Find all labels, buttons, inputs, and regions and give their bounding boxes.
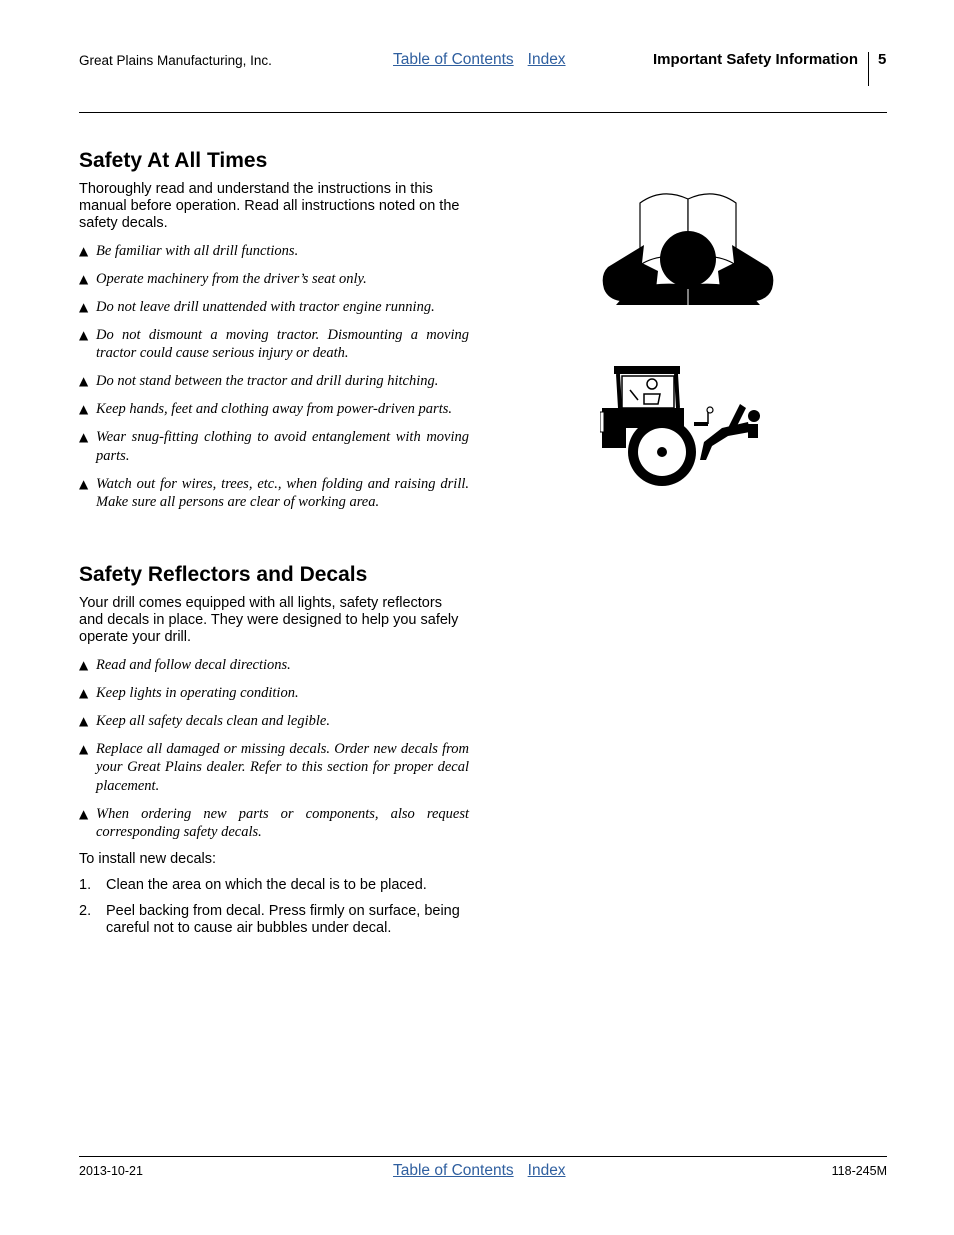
section-title: Important Safety Information (652, 51, 858, 68)
section-intro: Your drill comes equipped with all lights, safety reflectors and decals in place. They were designed to help you safely operate your drill. (79, 595, 459, 645)
section-heading: Safety At All Times (79, 149, 268, 172)
bullet-item: ▲ Watch out for wires, trees, etc., when folding and raising drill. Make sure all persons are clear of working area. (79, 475, 469, 510)
warning-triangle-icon: ▲ (79, 299, 89, 314)
index-link[interactable]: Index (527, 1162, 566, 1179)
page-number: 5 (878, 51, 887, 68)
install-intro: To install new decals: (79, 850, 217, 867)
bullet-item: ▲ Be familiar with all drill functions. (79, 242, 299, 259)
index-link[interactable]: Index (527, 51, 566, 68)
bullet-item: ▲ Replace all damaged or missing decals. Order new decals from your Great Plains dealer. Refer to this section for proper decal placement. (79, 740, 469, 794)
warning-triangle-icon: ▲ (79, 402, 89, 416)
header-rule (79, 112, 887, 113)
safety-reflectors-section (79, 562, 469, 937)
warning-triangle-icon: ▲ (79, 741, 89, 756)
header-nav (393, 51, 566, 69)
bullet-item: ▲ Do not dismount a moving tractor. Dismounting a moving tractor could cause serious injury or death. (79, 326, 469, 361)
safety-at-all-times-section (79, 148, 469, 512)
bullet-item: ▲ Do not stand between the tractor and drill during hitching. (79, 373, 439, 389)
safety-bullet-list (79, 242, 469, 512)
warning-triangle-icon: ▲ (79, 657, 89, 672)
document-code: 118-245M (831, 1164, 887, 1178)
warning-triangle-icon: ▲ (79, 685, 89, 700)
section-intro: Thoroughly read and understand the instructions in this manual before operation. Read all instructions noted on the safety decals. (79, 181, 460, 231)
warning-triangle-icon: ▲ (79, 327, 89, 342)
toc-link[interactable]: Table of Contents (393, 51, 514, 68)
person-reading-manual-icon (600, 185, 776, 309)
bullet-item: ▲ Keep all safety decals clean and legible. (79, 712, 330, 729)
footer-nav (393, 1162, 566, 1180)
header-divider (868, 52, 869, 86)
bullet-item: ▲ Read and follow decal directions. (79, 656, 291, 673)
warning-triangle-icon: ▲ (79, 271, 89, 286)
warning-triangle-icon: ▲ (79, 713, 89, 728)
company-name: Great Plains Manufacturing, Inc. (79, 53, 272, 68)
warning-triangle-icon: ▲ (79, 806, 89, 821)
step-item: 1. Clean the area on which the decal is to be placed. (79, 876, 427, 893)
footer-rule (79, 1156, 887, 1157)
footer-date: 2013-10-21 (79, 1164, 143, 1178)
warning-triangle-icon: ▲ (79, 430, 89, 444)
section-heading: Safety Reflectors and Decals (79, 563, 368, 586)
bullet-item: ▲ When ordering new parts or components, also request corresponding safety decals. (79, 805, 469, 840)
bullet-item: ▲ Operate machinery from the driver’s seat only. (79, 270, 367, 287)
bullet-item: ▲ Do not leave drill unattended with tractor engine running. (79, 298, 435, 315)
decal-bullet-list (79, 656, 469, 842)
bullet-item: ▲ Wear snug-fitting clothing to avoid entanglement with moving parts. (79, 429, 469, 464)
install-steps (79, 877, 469, 937)
toc-link[interactable]: Table of Contents (393, 1162, 514, 1179)
bullet-item: ▲ Keep lights in operating condition. (79, 684, 299, 701)
warning-triangle-icon: ▲ (79, 243, 89, 258)
warning-triangle-icon: ▲ (79, 374, 89, 388)
warning-triangle-icon: ▲ (79, 476, 89, 491)
tractor-hitching-hazard-icon (600, 364, 764, 488)
step-item: 2. Peel backing from decal. Press firmly on surface, being careful not to cause air bubbles under decal. (79, 902, 460, 936)
bullet-item: ▲ Keep hands, feet and clothing away from power-driven parts. (79, 401, 452, 417)
